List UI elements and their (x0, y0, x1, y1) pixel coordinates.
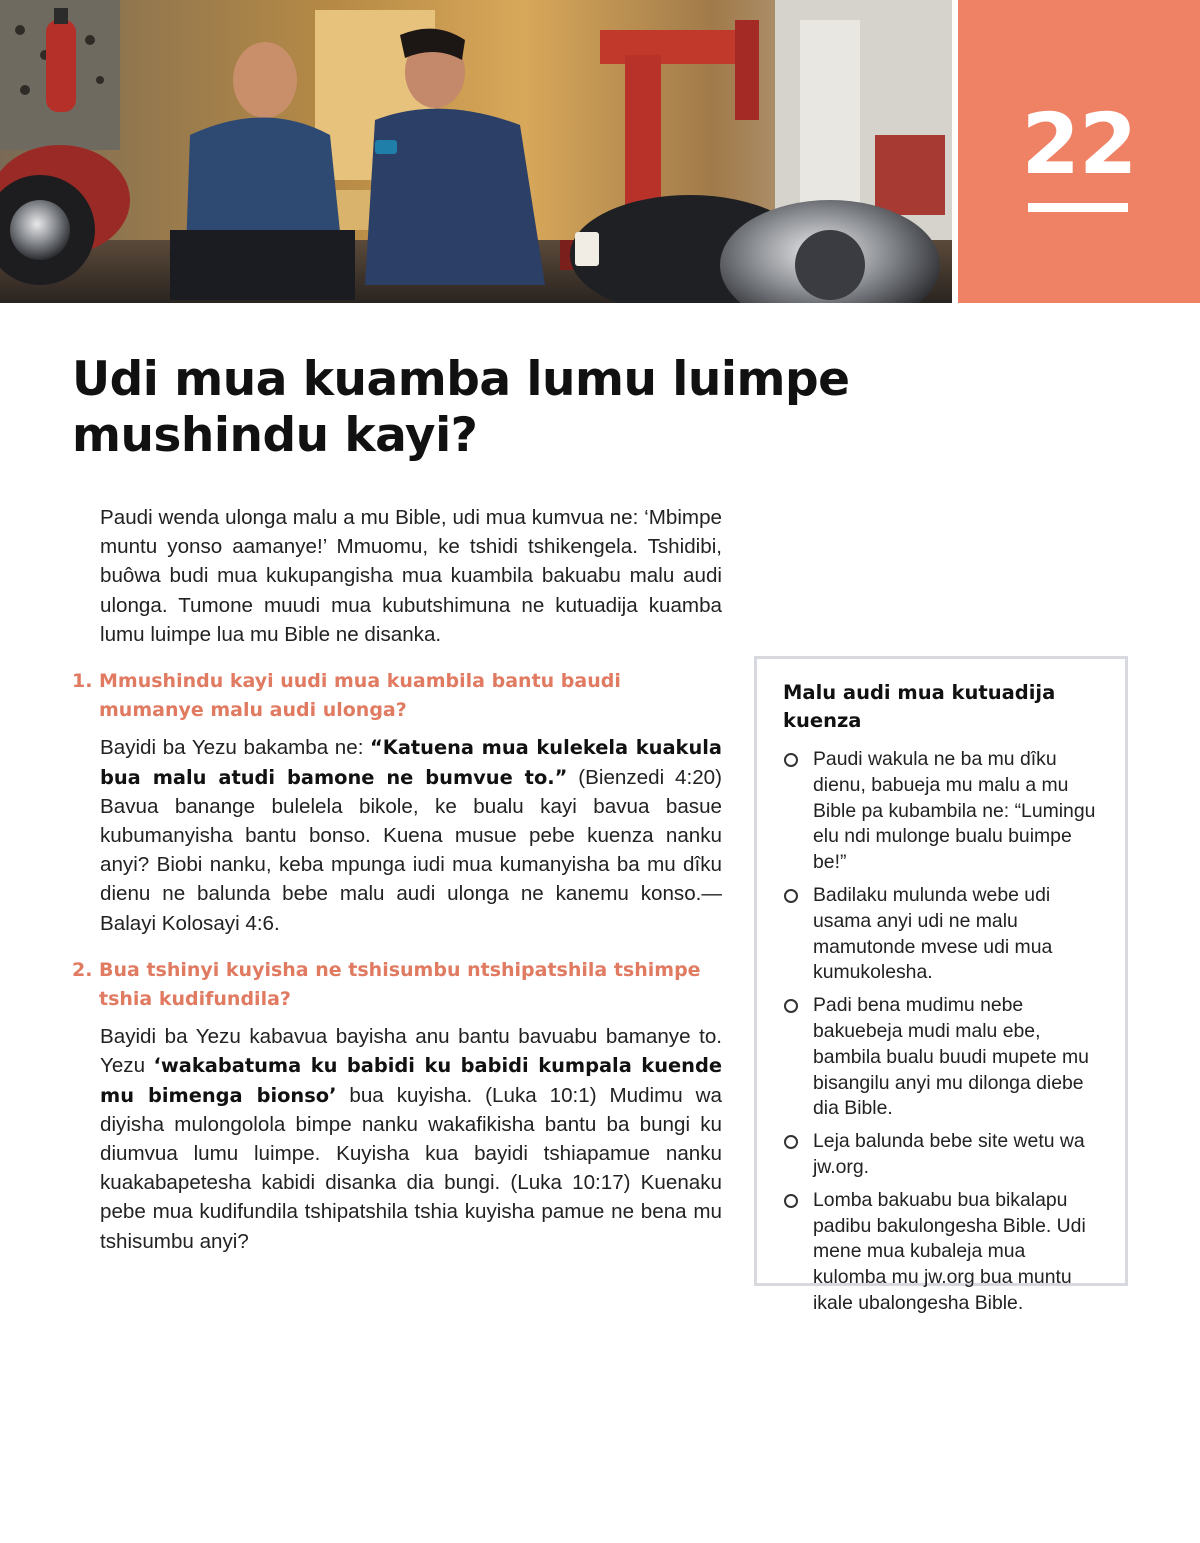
scripture-quote: “Katuena mua kulekela kuakula bua malu atudi bamone ne bumvue to.” (100, 736, 722, 789)
lesson-number: 22 (1021, 95, 1137, 193)
list-item (781, 1188, 1103, 1317)
circle-bullet-icon (784, 753, 798, 767)
list-item (781, 993, 1103, 1122)
list-item-text: Badilaku mulunda webe udi usama anyi udi ne malu mamutonde mvese udi mua kumukolesha. (813, 883, 1053, 984)
circle-bullet-icon (784, 1135, 798, 1149)
answer-text: Bayidi ba Yezu bakamba ne: (100, 736, 371, 760)
page-title: Udi mua kuamba lumu luimpe mushindu kayi? (72, 352, 850, 463)
answer-2-paragraph (100, 1022, 722, 1256)
list-item (781, 747, 1103, 876)
scripture-quote: ‘wakabatuma ku babidi ku babidi kumpala kuende mu bimenga bionso’ (100, 1054, 722, 1107)
lesson-number-underline (1028, 203, 1128, 212)
suggestions-list (781, 747, 1103, 1324)
list-item-text: Lomba bakuabu bua bikalapu padibu bakulongesha Bible. Udi mene mua kubaleja mua kulomba mu jw.org bua muntu ikale ubalongesha Bible. (813, 1188, 1086, 1314)
question-number: 1. (72, 670, 93, 693)
question-1 (72, 667, 722, 725)
question-text: Bua tshinyi kuyisha ne tshisumbu ntshipatshila tshimpe tshia kudifundila? (99, 958, 701, 1011)
circle-bullet-icon (784, 889, 798, 903)
circle-bullet-icon (784, 999, 798, 1013)
list-item (781, 883, 1103, 986)
answer-text: Bayidi ba Yezu kabavua bayisha anu bantu bavuabu bamanye to. Yezu (100, 1025, 722, 1078)
garage-scene-illustration (0, 0, 952, 303)
answer-text: bua kuyisha. (Luka 10:1) Mudimu wa diyisha mulongolola bimpe nanku wakafikisha bantu ba bungi ku diumvua lumu luimpe. Kuyisha kua bayidi tshiapamue nanku kuakabapetesha kabidi disanka dia bungi. (Luka 10:17) Kuenaku pebe mua kudifundila tshipatshila tshia kuyisha pamue ne bena mu tshisumbu anyi? (100, 1083, 722, 1253)
circle-bullet-icon (784, 1194, 798, 1208)
question-text: Mmushindu kayi uudi mua kuambila bantu baudi mumanye malu audi ulonga? (99, 670, 621, 722)
list-item (781, 1129, 1103, 1181)
question-2 (72, 956, 722, 1014)
main-column (72, 503, 722, 1256)
header-photo (0, 0, 952, 303)
lesson-number-badge (958, 0, 1200, 303)
list-item-text: Padi bena mudimu nebe bakuebeja mudi malu ebe, bambila bualu buudi mupete mu bisangilu anyi mu dilonga diebe dia Bible. (813, 994, 1089, 1120)
suggestions-box (754, 656, 1128, 1314)
list-item-text: Paudi wakula ne ba mu dîku dienu, babueja mu malu a mu Bible pa kubambila ne: “Lumingu elu ndi mulonge bualu buimpe be!” (813, 748, 1096, 874)
list-item-text: Leja balunda bebe site wetu wa jw.org. (813, 1130, 1085, 1178)
answer-text: (Bienzedi 4:20) Bavua banange bulelela bikole, ke bualu kayi bavua basue kubumanyisha bantu bonso. Kuena musue pebe kuenza nanku anyi? Biobi nanku, keba mpunga iudi mua kumanyisha ba mu dîku dienu ne balunda bebe malu audi ulonga ne kanemu konso.—Balayi Kolosayi 4:6. (100, 765, 722, 935)
answer-1-paragraph (100, 733, 722, 937)
intro-paragraph: Paudi wenda ulonga malu a mu Bible, udi mua kumvua ne: ‘Mbimpe muntu yonso aamanye!’ Mmuomu, ke tshidi tshikengela. Tshidibi, buôwa budi mua kukupangisha mua kuambila bakuabu malu audi ulonga. Tumone muudi mua kubutshimuna ne kutuadija kuamba lumu luimpe lua mu Bible ne disanka. (100, 506, 722, 646)
suggestions-heading: Malu audi mua kutuadija kuenza (783, 681, 1056, 732)
question-number: 2. (72, 958, 93, 981)
